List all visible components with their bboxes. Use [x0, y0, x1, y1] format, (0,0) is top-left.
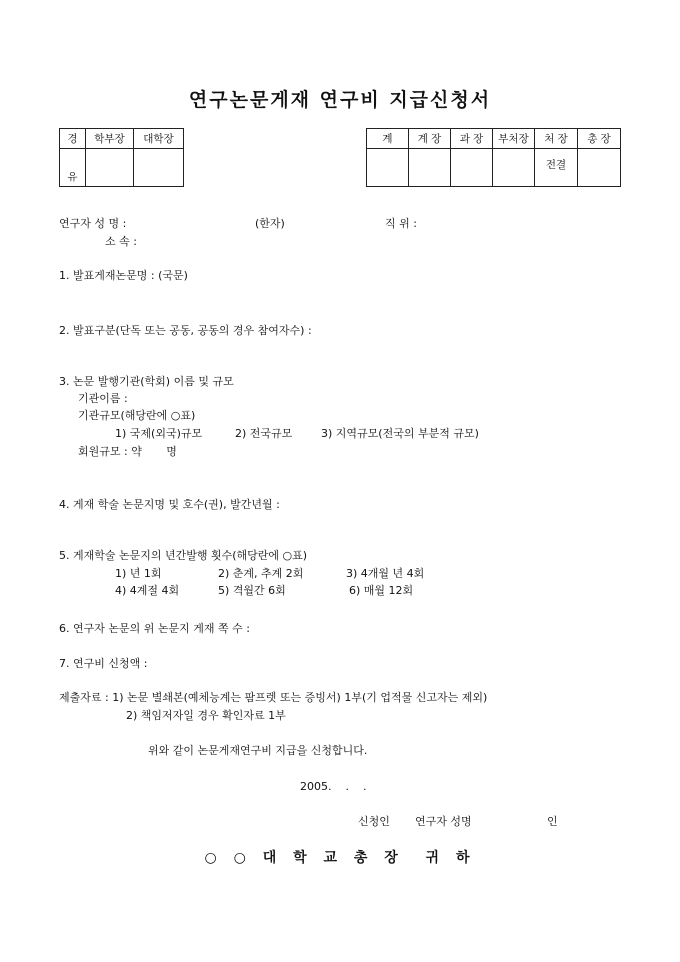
- left-approval-sign-box[interactable]: [86, 149, 134, 187]
- item-3-option-national: 2) 전국규모: [235, 427, 293, 440]
- application-date: 2005. . .: [300, 780, 367, 793]
- item-3-publisher: 3. 논문 발행기관(학회) 이름 및 규모: [59, 375, 234, 388]
- right-approval-sign-box[interactable]: [409, 149, 451, 187]
- right-approval-header-section-head: 과 장: [451, 129, 493, 149]
- item-3-option-international: 1) 국제(외국)규모: [115, 427, 203, 440]
- item-5-frequency: 5. 게재학술 논문지의 년간발행 횟수(해당란에 ○표): [59, 549, 308, 562]
- researcher-hanja-label: (한자): [255, 217, 285, 230]
- item-5-option-5: 5) 격월간 6회: [218, 584, 286, 597]
- right-approval-sign-box[interactable]: [451, 149, 493, 187]
- right-approval-header-chief: 계 장: [409, 129, 451, 149]
- addressee-footer: ○ ○ 대 학 교 총 장 귀 하: [204, 850, 476, 866]
- item-1-paper-title: 1. 발표게재논문명 : (국문): [59, 269, 188, 282]
- item-3-option-regional: 3) 지역규모(전국의 부분적 규모): [321, 427, 479, 440]
- applicant-label: 신청인: [358, 815, 390, 828]
- item-5-option-4: 4) 4계절 4회: [115, 584, 180, 597]
- item-5-option-2: 2) 춘계, 추계 2회: [218, 567, 304, 580]
- document-title: 연구논문게재 연구비 지급신청서: [188, 89, 492, 111]
- item-3-org-scale: 기관규모(해당란에 ○표): [78, 409, 196, 422]
- researcher-affiliation-label: 소 속 :: [105, 235, 137, 248]
- right-approval-header-director: 처 장: [535, 129, 578, 149]
- item-5-option-1: 1) 년 1회: [115, 567, 162, 580]
- left-approval-header-dean-college: 대학장: [134, 129, 184, 149]
- seal-mark: 인: [547, 815, 558, 828]
- researcher-signature-label: 연구자 성명: [415, 815, 472, 828]
- right-approval-header-president: 총 장: [578, 129, 621, 149]
- left-approval-sign-box[interactable]: [134, 149, 184, 187]
- item-4-journal-name: 4. 게재 학술 논문지명 및 호수(권), 발간년월 :: [59, 498, 280, 511]
- submission-docs-line-2: 2) 책임저자일 경우 확인자료 1부: [126, 709, 286, 722]
- item-2-presentation-type: 2. 발표구분(단독 또는 공동, 공동의 경우 참여자수) :: [59, 324, 312, 337]
- left-approval-header-dean-division: 학부장: [86, 129, 134, 149]
- item-3-members: 회원규모 : 약 명: [78, 445, 177, 458]
- item-5-option-3: 3) 4개월 년 4회: [346, 567, 425, 580]
- item-7-amount: 7. 연구비 신청액 :: [59, 657, 148, 670]
- item-6-page-count: 6. 연구자 논문의 위 논문지 게재 쪽 수 :: [59, 622, 250, 635]
- researcher-position-label: 직 위 :: [385, 217, 417, 230]
- right-approval-header-deputy-director: 부처장: [493, 129, 535, 149]
- left-approval-col1-top: 경: [60, 129, 86, 149]
- item-3-org-name: 기관이름 :: [78, 392, 128, 405]
- right-approval-sign-box[interactable]: [367, 149, 409, 187]
- right-approval-delegated-note: 전결: [535, 149, 578, 187]
- right-approval-sign-box[interactable]: [493, 149, 535, 187]
- left-approval-table: [59, 128, 184, 187]
- item-5-option-6: 6) 매월 12회: [349, 584, 414, 597]
- right-approval-table: [366, 128, 621, 187]
- right-approval-sign-box[interactable]: [578, 149, 621, 187]
- right-approval-header-clerk: 계: [367, 129, 409, 149]
- request-statement: 위와 같이 논문게재연구비 지급을 신청합니다.: [148, 744, 368, 757]
- left-approval-col1-bottom: 유: [60, 149, 86, 187]
- submission-docs-line-1: 제출자료 : 1) 논문 별쇄본(예체능계는 팜프렛 또는 증빙서) 1부(기 업적물 신고자는 제외): [59, 691, 488, 704]
- researcher-name-label: 연구자 성 명 :: [59, 217, 127, 230]
